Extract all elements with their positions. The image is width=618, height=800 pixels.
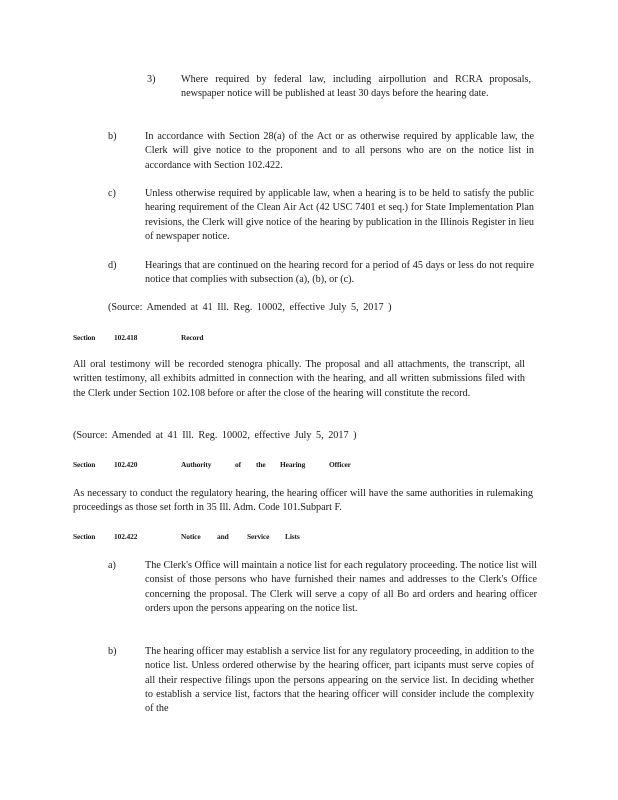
paragraph-record: All oral testimony will be recorded stenogra phically. The proposal and all attachments, the transcript, all written testimony, all exhibits admitted in connection with the hearing, and all written submissions filed with the Clerk under Section 102.108 before or after the close of the hearing will constitute the record.	[73, 359, 525, 399]
item-label-d: d)	[108, 260, 117, 271]
paragraph-item-b: In accordance with Section 28(a) of the Act or as otherwise required by applicable law, the Clerk will give notice to the proponent and to all persons who are on the notice list in accordance with Section 102.422.	[145, 131, 534, 171]
source-note: (Source: Amended at 41 Ill. Reg. 10002, effective July 5, 2017 )	[73, 430, 357, 441]
section-title-word: Authority	[181, 460, 212, 469]
section-title-word: Hearing	[280, 460, 306, 469]
item-label-b: b)	[108, 131, 117, 142]
section-title-word: the	[256, 460, 266, 469]
paragraph-service-list: The hearing officer may establish a service list for any regulatory proceeding, in addition to the notice list. Unless ordered otherwise by the hearing officer, part icipants must serve copies of all their respective filings upon the persons appearing on the service list. In deciding whether to establish a service list, factors that the hearing officer will consider include the complexity of the	[145, 646, 534, 715]
section-title-word: Notice	[181, 532, 201, 541]
item-label-3: 3)	[147, 74, 156, 85]
section-title: Record	[181, 333, 204, 342]
section-word: Section	[73, 460, 96, 469]
paragraph-item-c: Unless otherwise required by applicable law, when a hearing is to be held to satisfy the public hearing requirement of the Clean Air Act (42 USC 7401 et seq.) for State Implementation Plan revisions, the Clerk will give notice of the hearing by publication in the Illinois Register in lieu of newspaper notice.	[145, 188, 534, 242]
section-number: 102.422	[114, 532, 138, 541]
paragraph-item-3: Where required by federal law, including airpollution and RCRA proposals, newspaper notice will be published at least 30 days before the hearing date.	[181, 74, 531, 100]
section-title-word: Officer	[329, 460, 351, 469]
section-word: Section	[73, 333, 96, 342]
section-title-word: of	[235, 460, 241, 469]
item-label-a: a)	[108, 560, 116, 571]
item-label-b: b)	[108, 646, 117, 657]
paragraph-authority: As necessary to conduct the regulatory hearing, the hearing officer will have the same authorities in rulemaking proceedings as those set forth in 35 Ill. Adm. Code 101.Subpart F.	[73, 488, 533, 514]
paragraph-notice-list: The Clerk's Office will maintain a notice list for each regulatory proceeding. The notice list will consist of those persons who have furnished their names and addresses to the Clerk's Office concerning the proposal. The Clerk will serve a copy of all Bo ard orders and hearing officer orders upon the persons appearing on the notice list.	[145, 560, 537, 614]
section-title-word: Service	[247, 532, 270, 541]
section-title-word: and	[217, 532, 229, 541]
source-note: (Source: Amended at 41 Ill. Reg. 10002, effective July 5, 2017 )	[108, 302, 392, 313]
section-number: 102.420	[114, 460, 138, 469]
paragraph-item-d: Hearings that are continued on the hearing record for a period of 45 days or less do not require notice that complies with subsection (a), (b), or (c).	[145, 260, 534, 286]
section-number: 102.418	[114, 333, 138, 342]
item-label-c: c)	[108, 188, 116, 199]
section-word: Section	[73, 532, 96, 541]
section-title-word: Lists	[285, 532, 300, 541]
